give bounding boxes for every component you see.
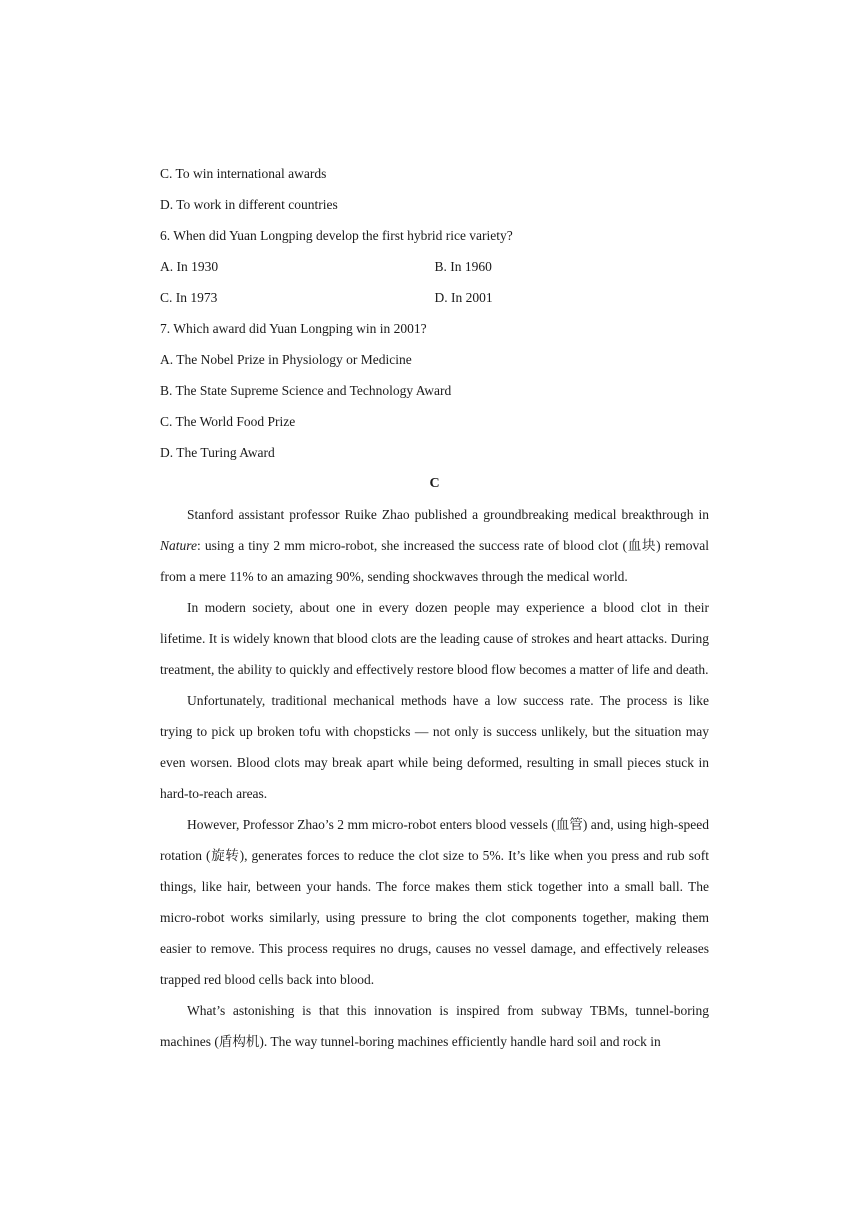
q5-option-d: D. To work in different countries [160,197,338,212]
q7-option-d: D. The Turing Award [160,445,275,460]
p1-text-after: : using a tiny 2 mm micro-robot, she increased the success rate of blood clot (血块) removal from a mere 11% to an amazing 90%, sending shockwaves through the medical world. [160,538,709,584]
passage-paragraph-4: However, Professor Zhao’s 2 mm micro-robot enters blood vessels (血管) and, using high-speed rotation (旋转), generates forces to reduce the clot size to 5%. It’s like when you press and rub soft things, like hair, between your hands. The force makes them stick together into a small ball. The micro-robot works similarly, using pressure to bring the clot components together, making them easier to remove. This process requires no drugs, causes no vessel damage, and effectively releases trapped red blood cells back into blood. [160,817,709,987]
section-c-heading: C [429,476,440,491]
p1-text-before: Stanford assistant professor Ruike Zhao published a groundbreaking medical breakthrough in [187,507,709,522]
q6-option-c: C. In 1973 [160,290,218,305]
journal-name: Nature [160,538,197,553]
q6-options-row-2 [160,282,709,313]
q7-question: 7. Which award did Yuan Longping win in 2001? [160,321,427,336]
q6-option-b: B. In 1960 [434,259,492,274]
exam-page [160,158,709,1057]
q6-options-row-1 [160,251,709,282]
q7-option-c: C. The World Food Prize [160,414,296,429]
passage-paragraph-1 [160,499,709,592]
q7-option-b: B. The State Supreme Science and Technology Award [160,383,452,398]
passage-paragraph-5: What’s astonishing is that this innovation is inspired from subway TBMs, tunnel-boring machines (盾构机). The way tunnel-boring machines efficiently handle hard soil and rock in [160,1003,709,1049]
q6-option-d: D. In 2001 [434,290,493,305]
q5-option-c: C. To win international awards [160,166,327,181]
q6-question: 6. When did Yuan Longping develop the first hybrid rice variety? [160,228,513,243]
passage-paragraph-2: In modern society, about one in every dozen people may experience a blood clot in their lifetime. It is widely known that blood clots are the leading cause of strokes and heart attacks. During treatment, the ability to quickly and effectively restore blood flow becomes a matter of life and death. [160,600,709,677]
passage-paragraph-3: Unfortunately, traditional mechanical methods have a low success rate. The process is like trying to pick up broken tofu with chopsticks — not only is success unlikely, but the situation may even worsen. Blood clots may break apart while being deformed, resulting in small pieces stuck in hard-to-reach areas. [160,693,709,801]
q6-option-a: A. In 1930 [160,259,219,274]
q7-option-a: A. The Nobel Prize in Physiology or Medicine [160,352,412,367]
